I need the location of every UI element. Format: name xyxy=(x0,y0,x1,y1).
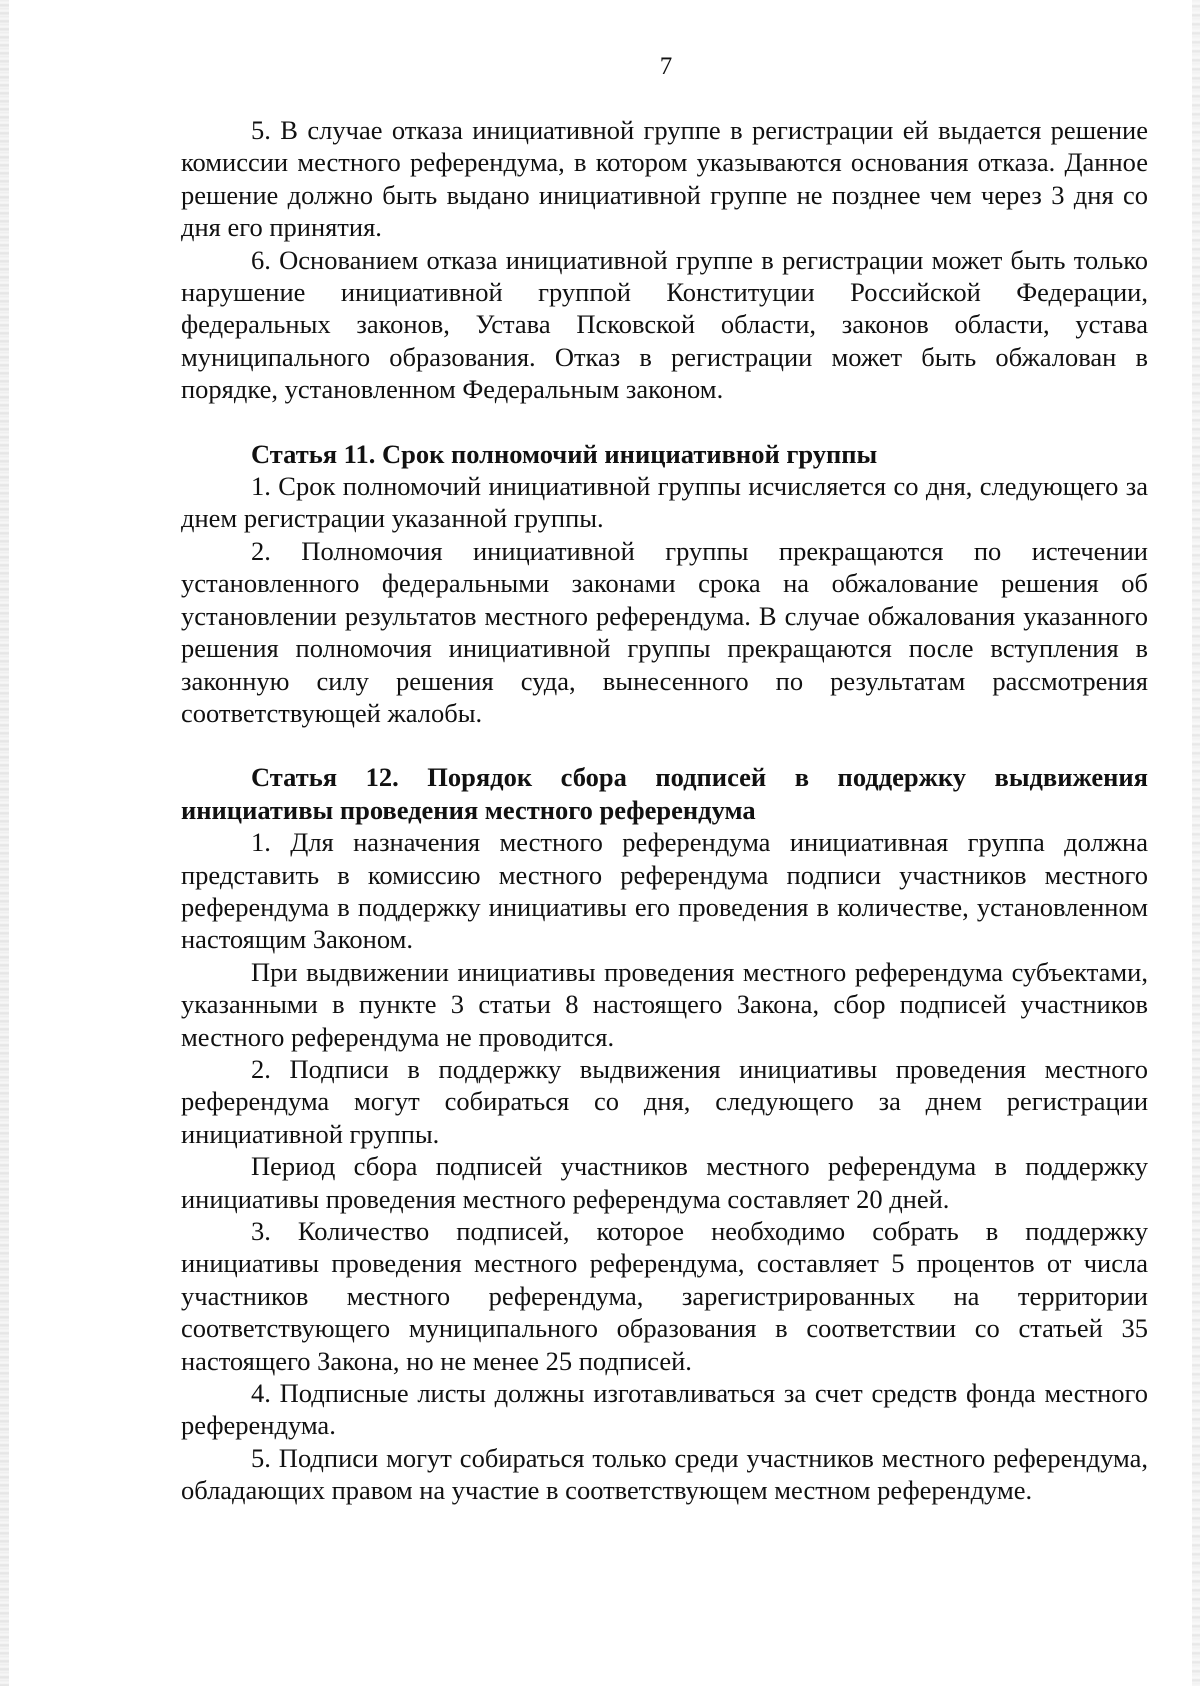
article-12-paragraph-2-continuation: Период сбора подписей участников местного референдума в поддержку инициативы проведения местного референдума составляет 20 дней. xyxy=(181,1151,1148,1214)
paragraph-6-refusal-grounds: 6. Основанием отказа инициативной группе в регистрации может быть только нарушение инициативной группой Конституции Российской Федерации, федеральных законов, Устава Псковской области, законов области, устава муниципального образования. Отказ в регистрации может быть обжалован в порядке, установленном Федеральным законом. xyxy=(181,244,1148,405)
article-12-heading: Статья 12. Порядок сбора подписей в поддержку выдвижения инициативы проведения местного референдума xyxy=(181,762,1148,825)
article-11-heading: Статья 11. Срок полномочий инициативной группы xyxy=(251,438,878,469)
article-12-paragraph-3: 3. Количество подписей, которое необходимо собрать в поддержку инициативы проведения местного референдума, составляет 5 процентов от числа участников местного референдума, зарегистрированных на территории соответствующего муниципального образования в соответствии со статьей 35 настоящего Закона, но не менее 25 подписей. xyxy=(181,1216,1148,1376)
paragraph-5-refusal-decision: 5. В случае отказа инициативной группе в регистрации ей выдается решение комиссии местного референдума, в котором указываются основания отказа. Данное решение должно быть выдано инициативной группе не позднее чем через 3 дня со дня его принятия. xyxy=(181,115,1148,243)
article-11-paragraph-2: 2. Полномочия инициативной группы прекращаются по истечении установленного федеральными законами срока на обжалование решения об установлении результатов местного референдума. В случае обжалования указанного решения полномочия инициативной группы прекращаются после вступления в законную силу решения суда, вынесенного по результатам рассмотрения соответствующей жалобы. xyxy=(181,535,1148,728)
article-12-paragraph-2: 2. Подписи в поддержку выдвижения инициативы проведения местного референдума могут собираться со дня, следующего за днем регистрации инициативной группы. xyxy=(181,1053,1148,1149)
scan-edge-right xyxy=(1192,0,1200,1686)
document-body xyxy=(181,114,1148,1507)
article-12-paragraph-5: 5. Подписи могут собираться только среди участников местного референдума, обладающих правом на участие в соответствующем местном референдуме. xyxy=(181,1442,1148,1506)
article-11-paragraph-1: 1. Срок полномочий инициативной группы исчисляется со дня, следующего за днем регистрации указанной группы. xyxy=(181,471,1148,534)
scan-edge-left xyxy=(0,0,9,1686)
article-12-paragraph-1: 1. Для назначения местного референдума инициативная группа должна представить в комиссию местного референдума подписи участников местного референдума в поддержку инициативы его проведения в количестве, установленном настоящим Законом. xyxy=(181,827,1148,955)
article-12-paragraph-4: 4. Подписные листы должны изготавливаться за счет средств фонда местного референдума. xyxy=(181,1378,1148,1441)
page-number: 7 xyxy=(659,53,673,80)
section-gap xyxy=(181,406,1148,438)
article-12-paragraph-1-continuation: При выдвижении инициативы проведения местного референдума субъектами, указанными в пункте 3 статьи 8 настоящего Закона, сбор подписей участников местного референдума не проводится. xyxy=(181,956,1148,1052)
section-gap xyxy=(181,729,1148,761)
